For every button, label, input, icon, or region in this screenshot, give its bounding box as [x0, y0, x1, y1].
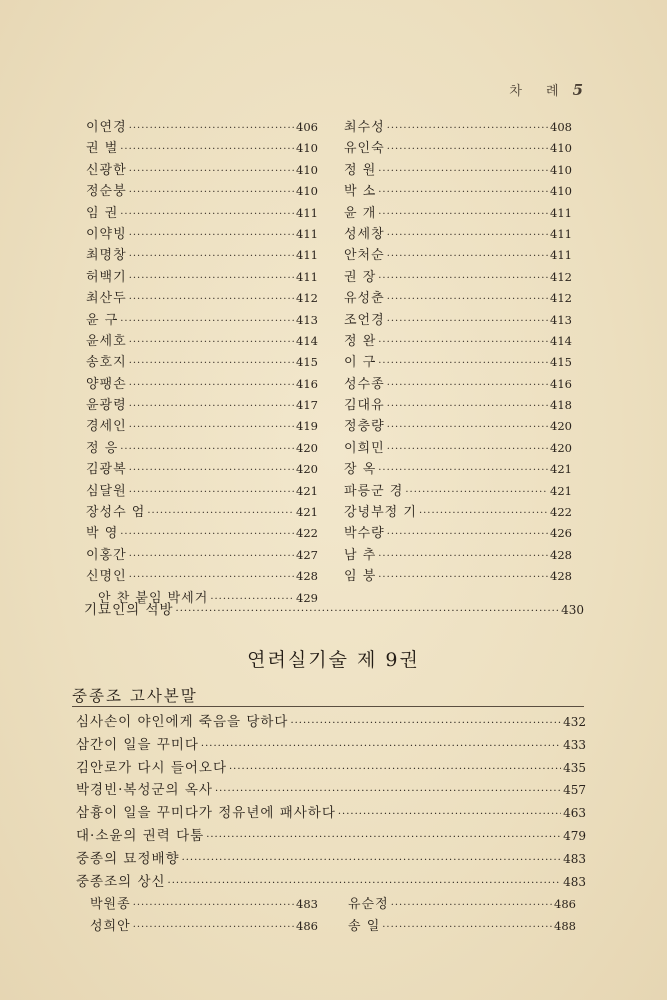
leader-dots: [419, 508, 548, 519]
leader-dots: [129, 337, 294, 348]
leader-dots: [387, 230, 548, 241]
toc-entry-name: 최산두: [86, 291, 127, 307]
toc-entry-page: 411: [296, 269, 318, 284]
toc-entry-name: 최수성: [344, 120, 385, 135]
leader-dots: [129, 465, 294, 476]
toc-entry[interactable]: [344, 394, 572, 415]
toc-entry-page: 422: [296, 526, 318, 541]
toc-entry-name: 송호지: [86, 355, 127, 371]
leader-dots: [378, 465, 548, 476]
toc-entry-page: 411: [550, 205, 572, 220]
toc-entry[interactable]: [90, 915, 318, 937]
toc-entry[interactable]: [86, 351, 318, 372]
toc-entry-name: 중종의 묘정배향: [76, 850, 180, 867]
toc-entry-name: 남 추: [344, 547, 377, 563]
toc-entry-page: 433: [563, 737, 586, 752]
toc-entry-name: 정 완: [344, 333, 377, 349]
toc-entry-page: 411: [550, 226, 572, 241]
toc-entry-name: 박원종: [90, 897, 131, 912]
leader-dots: [129, 123, 294, 134]
leader-dots: [133, 922, 294, 933]
toc-entry-page: 415: [550, 355, 572, 370]
toc-entry[interactable]: [344, 244, 572, 265]
toc-entry-name: 이홍간: [86, 547, 127, 563]
leader-dots: [387, 251, 548, 262]
toc-entry-name: 임 권: [86, 205, 119, 221]
toc-entry-page: 412: [550, 269, 572, 284]
toc-entry-name: 신광한: [86, 162, 127, 178]
toc-sub-right-column: [348, 893, 576, 937]
leader-dots: [176, 606, 560, 617]
toc-sub-left-column: [90, 893, 318, 937]
toc-entry-name: 대·소윤의 권력 다툼: [76, 827, 205, 844]
leader-dots: [290, 718, 561, 729]
toc-right-column: [344, 116, 572, 587]
leader-dots: [378, 337, 548, 348]
toc-entry[interactable]: [344, 458, 572, 479]
toc-entry-page: 463: [563, 806, 586, 821]
toc-entry-name: 이연경: [86, 120, 127, 135]
leader-dots: [129, 187, 294, 198]
leader-dots: [387, 444, 548, 455]
section-title: 중종조 고사본말: [72, 687, 198, 705]
leader-dots: [133, 900, 294, 911]
toc-entry[interactable]: [76, 870, 586, 893]
toc-entry-page: 421: [550, 483, 572, 498]
leader-dots: [387, 401, 548, 412]
toc-entry[interactable]: [76, 733, 586, 756]
toc-entry-name: 허백기: [86, 269, 127, 285]
leader-dots: [129, 422, 294, 433]
toc-entry[interactable]: [344, 287, 572, 308]
toc-entry-name: 장 옥: [344, 462, 377, 478]
leader-dots: [378, 166, 548, 177]
toc-entry-page: 415: [296, 355, 318, 370]
toc-entry-name: 권 장: [344, 269, 377, 285]
toc-entry[interactable]: [86, 137, 318, 158]
leader-dots: [129, 358, 294, 369]
leader-dots: [387, 123, 548, 134]
toc-entry[interactable]: [348, 915, 576, 937]
toc-entry-page: 414: [550, 333, 572, 348]
toc-entry[interactable]: [344, 137, 572, 158]
toc-entry-name: 최명창: [86, 248, 127, 264]
toc-entry-page: 410: [296, 162, 318, 177]
toc-entry-name: 파릉군 경: [344, 483, 404, 499]
toc-entry-page: 483: [296, 897, 318, 911]
toc-entry-name: 박경빈·복성군의 옥사: [76, 782, 213, 799]
toc-entry-name: 임 붕: [344, 569, 377, 585]
toc-entry[interactable]: [86, 480, 318, 501]
leader-dots: [391, 900, 552, 911]
toc-entry[interactable]: [344, 330, 572, 351]
toc-entry[interactable]: [86, 458, 318, 479]
leader-dots: [129, 401, 294, 412]
toc-entry-page: 486: [296, 919, 318, 933]
toc-entry-name: 강녕부정 기: [344, 505, 417, 521]
toc-entry[interactable]: [344, 116, 572, 137]
leader-dots: [387, 316, 548, 327]
toc-entry-name: 김광복: [86, 462, 127, 478]
toc-entry-page: 410: [550, 141, 572, 156]
toc-entry-name: 심사손이 야인에게 죽음을 당하다: [76, 714, 289, 730]
toc-entry-name: 조언경: [344, 312, 385, 328]
toc-entry[interactable]: [344, 351, 572, 372]
toc-entry-name: 장성수 엄: [86, 505, 146, 521]
toc-entry-page: 414: [296, 333, 318, 348]
leader-dots: [120, 529, 294, 540]
toc-entry-page: 488: [554, 919, 576, 933]
toc-entry-page: 411: [296, 226, 318, 241]
leader-dots: [387, 422, 548, 433]
toc-entry-page: 421: [296, 505, 318, 520]
leader-dots: [387, 529, 548, 540]
toc-entry[interactable]: [344, 480, 572, 501]
toc-entry-name: 삼간이 일을 꾸미다: [76, 736, 199, 753]
leader-dots: [378, 358, 548, 369]
toc-entry[interactable]: [86, 159, 318, 180]
toc-entry-page: 406: [296, 120, 318, 134]
leader-dots: [378, 187, 548, 198]
toc-entry-name: 박 영: [86, 526, 119, 542]
toc-entry-name: 정충량: [344, 419, 385, 435]
toc-entry-page: 412: [296, 291, 318, 306]
toc-entry-page: 412: [550, 291, 572, 306]
leader-dots: [229, 764, 561, 775]
leader-dots: [387, 144, 548, 155]
toc-entry-page: 411: [296, 248, 318, 263]
toc-entry[interactable]: [344, 501, 572, 522]
leader-dots: [120, 316, 294, 327]
toc-entry-page: 483: [563, 851, 586, 866]
toc-entry[interactable]: [344, 373, 572, 394]
toc-entry-name: 성희안: [90, 919, 131, 934]
leader-dots: [120, 209, 294, 220]
toc-entry-page: 486: [554, 897, 576, 911]
toc-entry[interactable]: [86, 437, 318, 458]
toc-entry-page: 411: [550, 248, 572, 263]
toc-entry-name: 박수량: [344, 526, 385, 542]
toc-entry-page: 418: [550, 398, 572, 413]
toc-entry[interactable]: [90, 893, 318, 915]
toc-entry-name: 심달원: [86, 483, 127, 499]
toc-entry-name: 성세창: [344, 226, 385, 242]
toc-entry[interactable]: [76, 756, 586, 779]
toc-entry-gimyo[interactable]: [84, 598, 584, 618]
leader-dots: [378, 572, 548, 583]
toc-entry-page: 421: [550, 462, 572, 477]
toc-entry-name: 이 구: [344, 355, 377, 371]
running-header-title: 차 례: [509, 84, 569, 99]
toc-entry[interactable]: [86, 394, 318, 415]
toc-entry-page: 429: [296, 590, 318, 605]
toc-entry-name: 양팽손: [86, 376, 127, 392]
toc-entry[interactable]: [86, 180, 318, 201]
leader-dots: [378, 551, 548, 562]
leader-dots: [182, 855, 562, 866]
toc-left-column: [86, 116, 318, 608]
toc-entry[interactable]: [76, 824, 586, 847]
leader-dots: [206, 832, 561, 843]
toc-entry-page: 428: [550, 569, 572, 584]
leader-dots: [387, 294, 548, 305]
toc-entry-page: 432: [563, 715, 586, 729]
toc-entry-name: 유성춘: [344, 291, 385, 307]
toc-entry[interactable]: [86, 223, 318, 244]
toc-entry-page: 420: [550, 419, 572, 434]
toc-entry[interactable]: [86, 244, 318, 265]
toc-entry-name: 이희민: [344, 440, 385, 456]
toc-entry[interactable]: [76, 778, 586, 801]
toc-entry[interactable]: [344, 522, 572, 543]
toc-entry-page: 411: [296, 205, 318, 220]
toc-entry-page: 420: [296, 462, 318, 477]
toc-entry[interactable]: [76, 801, 586, 824]
toc-entry[interactable]: [86, 116, 318, 137]
toc-entry-page: 430: [561, 603, 584, 617]
toc-entry[interactable]: [344, 415, 572, 436]
toc-entry-page: 419: [296, 419, 318, 434]
toc-entry-page: 426: [550, 526, 572, 541]
toc-entry-page: 413: [296, 312, 318, 327]
toc-entry-page: 410: [296, 141, 318, 156]
toc-entry[interactable]: [76, 847, 586, 870]
toc-entry[interactable]: [86, 501, 318, 522]
toc-entry[interactable]: [344, 180, 572, 201]
toc-entry-name: 경세인: [86, 419, 127, 435]
toc-entry[interactable]: [86, 544, 318, 565]
toc-entry-page: 408: [550, 120, 572, 134]
toc-entry-name: 중종조의 상신: [76, 873, 166, 890]
toc-entry-name: 정 응: [86, 440, 119, 456]
toc-entry-name: 윤 구: [86, 312, 119, 328]
leader-dots: [129, 273, 294, 284]
toc-entry[interactable]: [86, 415, 318, 436]
toc-entry-page: 479: [563, 828, 586, 843]
leader-dots: [129, 380, 294, 391]
toc-entry-name: 박 소: [344, 184, 377, 200]
toc-entry[interactable]: [86, 287, 318, 308]
leader-dots: [120, 144, 294, 155]
volume-title: 연려실기술 제 9권: [247, 649, 420, 671]
leader-dots: [382, 922, 552, 933]
toc-entry-name: 기묘인의 석방: [84, 602, 174, 618]
toc-entry[interactable]: [86, 309, 318, 330]
toc-entry[interactable]: [344, 309, 572, 330]
toc-entry[interactable]: [86, 373, 318, 394]
toc-entry-name: 윤광령: [86, 398, 127, 414]
toc-entry-name: 송 일: [348, 919, 381, 934]
toc-entry-page: 420: [296, 440, 318, 455]
toc-entry[interactable]: [86, 522, 318, 543]
leader-dots: [405, 487, 548, 498]
toc-entry[interactable]: [76, 710, 586, 733]
toc-entry[interactable]: [86, 565, 318, 586]
toc-entry[interactable]: [86, 202, 318, 223]
leader-dots: [215, 786, 561, 797]
toc-entry-name: 윤세호: [86, 333, 127, 349]
toc-entry-name: 정 원: [344, 162, 377, 178]
leader-dots: [378, 273, 548, 284]
leader-dots: [120, 444, 294, 455]
toc-entry-name: 유인숙: [344, 141, 385, 157]
leader-dots: [129, 166, 294, 177]
leader-dots: [378, 209, 548, 220]
toc-entry[interactable]: [344, 159, 572, 180]
toc-entry-page: 428: [550, 547, 572, 562]
leader-dots: [338, 809, 561, 820]
leader-dots: [201, 741, 561, 752]
toc-entry-name: 안 찬 붙임 박세거: [98, 590, 209, 606]
toc-entry-name: 김안로가 다시 들어오다: [76, 759, 227, 776]
leader-dots: [129, 572, 294, 583]
toc-entry[interactable]: [344, 565, 572, 586]
leader-dots: [129, 251, 294, 262]
toc-entry[interactable]: [344, 437, 572, 458]
toc-entry-name: 성수종: [344, 376, 385, 392]
page-number: 5: [572, 81, 583, 99]
toc-entry-name: 삼흉이 일을 꾸미다가 정유년에 패사하다: [76, 805, 336, 822]
toc-entry-page: 421: [296, 483, 318, 498]
toc-entry-page: 483: [563, 874, 586, 889]
toc-entry-page: 416: [550, 376, 572, 391]
toc-entry[interactable]: [86, 266, 318, 287]
toc-entry[interactable]: [344, 266, 572, 287]
toc-entry-page: 417: [296, 398, 318, 413]
toc-entry[interactable]: [344, 223, 572, 244]
chapter-list: [76, 710, 586, 892]
section-divider: [72, 706, 584, 707]
toc-entry-name: 이약빙: [86, 226, 127, 242]
toc-entry-page: 422: [550, 505, 572, 520]
toc-entry-page: 416: [296, 376, 318, 391]
toc-entry-page: 420: [550, 440, 572, 455]
toc-entry-name: 신명인: [86, 569, 127, 585]
toc-entry[interactable]: [344, 202, 572, 223]
toc-entry-page: 410: [550, 162, 572, 177]
toc-entry-page: 457: [563, 783, 586, 798]
toc-entry-name: 안처순: [344, 248, 385, 264]
toc-entry-name: 정순붕: [86, 184, 127, 200]
toc-entry[interactable]: [344, 544, 572, 565]
toc-entry-name: 권 벌: [86, 141, 119, 157]
toc-entry-page: 427: [296, 547, 318, 562]
toc-entry-name: 윤 개: [344, 205, 377, 221]
toc-entry[interactable]: [348, 893, 576, 915]
leader-dots: [147, 508, 294, 519]
leader-dots: [168, 878, 562, 889]
leader-dots: [129, 551, 294, 562]
toc-entry-name: 유순정: [348, 897, 389, 912]
toc-entry-page: 413: [550, 312, 572, 327]
toc-entry-page: 428: [296, 569, 318, 584]
leader-dots: [129, 487, 294, 498]
toc-entry-name: 김대유: [344, 398, 385, 414]
leader-dots: [387, 380, 548, 391]
running-header: [509, 80, 583, 99]
leader-dots: [129, 230, 294, 241]
leader-dots: [129, 294, 294, 305]
toc-entry-page: 410: [550, 184, 572, 199]
toc-entry-page: 435: [563, 760, 586, 775]
toc-entry[interactable]: [86, 330, 318, 351]
toc-entry-page: 410: [296, 184, 318, 199]
